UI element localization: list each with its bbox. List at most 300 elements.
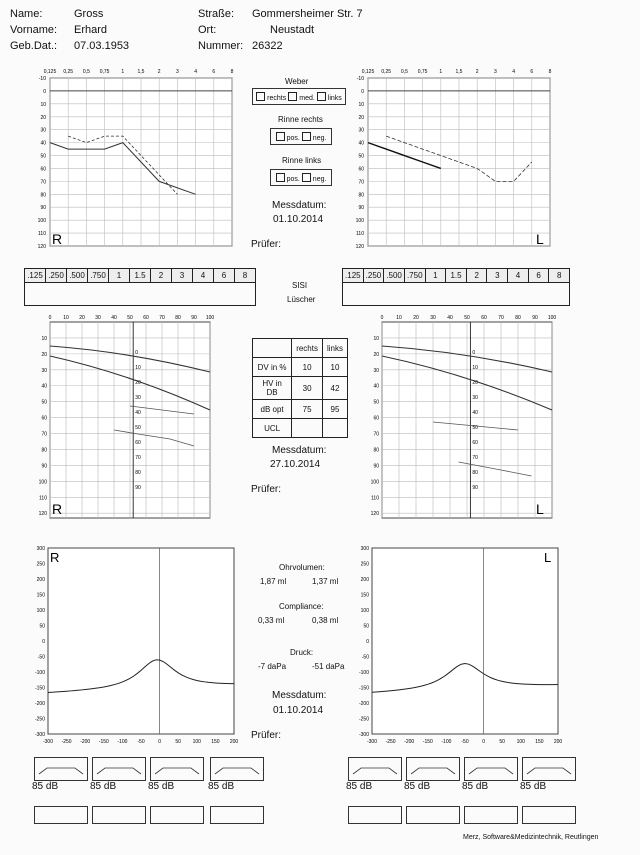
speech-x-tick: 80 [175, 315, 181, 321]
freq-tick-label: 8 [548, 69, 552, 75]
strasse-value: Gommersheimer Str. 7 [252, 8, 363, 20]
tymp-y-tick: 0 [366, 639, 369, 645]
speech-x-tick: 20 [413, 315, 419, 321]
db-tick-label: 20 [40, 114, 46, 121]
tymp-x-tick: -300 [42, 739, 54, 745]
sisi-label: SISI [292, 281, 308, 290]
tymp-messdatum-value: 01.10.2014 [273, 705, 324, 716]
freq-tick-label: 0,5 [82, 69, 90, 75]
reflex-db-label: 85 dB [462, 781, 489, 792]
reflex-graph-box [406, 757, 460, 781]
freq-tick-label: 2 [475, 69, 479, 75]
strip-freq-label: 4 [508, 269, 529, 282]
speech-x-tick: 90 [532, 315, 538, 321]
tymp-y-tick: 50 [39, 623, 45, 630]
speech-x-tick: 70 [498, 315, 504, 321]
name-label: Name: [10, 8, 43, 20]
reflex-blank-box [522, 806, 576, 824]
freq-tick-label: 4 [194, 69, 197, 75]
speech-pruefer-label: Prüfer: [251, 484, 282, 495]
audio-messdatum-value: 01.10.2014 [273, 214, 324, 225]
reflex-db-label: 85 dB [346, 781, 373, 792]
sisi-strip-right [24, 268, 256, 306]
speech-x-tick: 50 [127, 315, 133, 321]
tymp-x-tick: -100 [117, 739, 128, 745]
tymp-y-tick: 200 [360, 577, 369, 583]
speech-x-tick: 90 [191, 315, 197, 321]
reflex-blank-box [210, 806, 264, 824]
speech-y-tick: 110 [39, 495, 47, 502]
weber-med-option[interactable]: med. [288, 92, 315, 102]
ear-side-label: L [536, 501, 544, 517]
db-tick-label: 110 [356, 231, 364, 238]
reflex-curve [93, 758, 145, 780]
speech-y-tick: 20 [373, 351, 379, 358]
tymp-x-tick: -150 [422, 739, 433, 745]
table-row [253, 358, 348, 377]
table-cell: 75 [292, 400, 323, 419]
speech-x-tick: 60 [143, 315, 149, 321]
db-tick-label: 90 [358, 205, 364, 212]
speech-x-tick: 50 [464, 315, 470, 321]
speech-x-tick: 70 [159, 315, 165, 321]
tymp-x-tick: 0 [482, 739, 485, 745]
db-tick-label: 100 [37, 218, 46, 225]
speech-y-tick: 90 [41, 463, 47, 470]
strip-freq-label: 3 [172, 269, 193, 282]
reflex-curve [151, 758, 203, 780]
speech-y-tick: 50 [41, 399, 47, 406]
db-tick-label: 30 [358, 127, 364, 134]
speech-x-tick: 80 [515, 315, 521, 321]
speech-y-tick: 70 [41, 431, 47, 438]
speech-inner-label: 10 [472, 365, 478, 371]
strip-freq-label: 1.5 [446, 269, 467, 282]
speech-audiogram-left [362, 312, 558, 524]
reflex-db-label: 85 dB [520, 781, 547, 792]
freq-tick-label: 6 [212, 69, 216, 75]
strip-freq-label: .125 [343, 269, 364, 282]
strip-freq-label: .750 [405, 269, 426, 282]
speech-y-tick: 80 [41, 447, 47, 454]
tymp-y-tick: -250 [358, 716, 369, 723]
speech-inner-label: 70 [135, 455, 141, 461]
weber-rechts-option[interactable]: rechts [256, 92, 286, 102]
tymp-y-tick: 300 [360, 546, 369, 552]
audiogram-right [30, 62, 248, 252]
table-cell: dB opt [253, 400, 292, 419]
tymp-y-tick: -50 [37, 654, 45, 661]
speech-x-tick: 0 [380, 315, 384, 321]
speech-x-tick: 30 [95, 315, 101, 321]
speech-inner-label: 80 [472, 470, 478, 476]
db-tick-label: 110 [38, 231, 46, 238]
tymp-frame [372, 548, 558, 734]
tymp-x-tick: 150 [535, 739, 544, 745]
speech-inner-label: 30 [135, 395, 141, 401]
db-tick-label: -10 [356, 76, 364, 82]
speech-x-tick: 100 [205, 315, 215, 321]
ohrvolumen-right: 1,87 ml [260, 577, 287, 586]
speech-messdatum-label: Messdatum: [272, 445, 327, 456]
strip-freq-label: 6 [529, 269, 550, 282]
speech-results-table [252, 338, 348, 438]
freq-tick-label: 0,125 [361, 69, 375, 75]
tymp-y-tick: -250 [34, 716, 45, 723]
speech-messdatum-value: 27.10.2014 [270, 459, 321, 470]
tymp-x-tick: 100 [192, 739, 201, 745]
db-tick-label: 90 [40, 205, 46, 212]
compliance-left: 0,38 ml [312, 616, 339, 625]
reflex-curve [465, 758, 517, 780]
speech-inner-label: 50 [135, 425, 141, 431]
freq-tick-label: 1,5 [455, 69, 463, 75]
db-tick-label: 10 [358, 101, 364, 108]
ear-side-label: R [52, 501, 63, 517]
tymp-x-tick: -150 [98, 739, 109, 745]
speech-y-tick: 60 [41, 415, 47, 422]
tymp-x-tick: 200 [229, 739, 239, 745]
gebdat-value: 07.03.1953 [74, 40, 130, 52]
tymp-y-tick: 150 [360, 592, 369, 599]
speech-inner-label: 60 [472, 440, 478, 446]
tymp-y-tick: 50 [363, 623, 369, 630]
vorname-value: Erhard [74, 24, 108, 36]
speech-x-tick: 10 [63, 315, 69, 321]
table-cell: 95 [322, 400, 347, 419]
speech-y-tick: 30 [41, 367, 47, 374]
ear-side-label: R [52, 231, 63, 247]
strip-freq-label: .125 [25, 269, 46, 282]
strip-freq-label: .500 [384, 269, 405, 282]
strip-freq-label: .250 [46, 269, 67, 282]
reflex-graph-box [210, 757, 264, 781]
table-cell: 10 [292, 358, 323, 377]
strip-freq-label: 8 [549, 269, 569, 282]
tymp-x-tick: 150 [211, 739, 220, 745]
speech-inner-label: 90 [472, 485, 478, 491]
table-cell: UCL [253, 419, 292, 438]
speech-y-tick: 60 [373, 415, 379, 422]
speech-inner-label: 90 [135, 485, 141, 491]
ear-side-label: R [50, 550, 60, 565]
db-tick-label: 0 [361, 88, 364, 95]
speech-x-tick: 60 [481, 315, 487, 321]
reflex-graph-box [34, 757, 88, 781]
table-header-cell: rechts [292, 339, 323, 358]
freq-tick-label: 0,5 [400, 69, 408, 75]
db-tick-label: 70 [40, 179, 46, 186]
weber-links-option[interactable]: links [317, 92, 342, 102]
speech-y-tick: 30 [373, 367, 379, 374]
reflex-blank-box [464, 806, 518, 824]
table-row [253, 377, 348, 400]
tymp-y-tick: -150 [358, 685, 369, 692]
tympanogram-right [30, 544, 240, 750]
db-tick-label: 120 [37, 244, 46, 250]
table-cell: 42 [322, 377, 347, 400]
tymp-y-tick: 100 [36, 608, 45, 614]
ort-value: Neustadt [270, 24, 315, 36]
tymp-x-tick: 50 [175, 739, 181, 745]
db-tick-label: 120 [355, 244, 364, 250]
tymp-y-tick: 250 [36, 561, 45, 568]
db-tick-label: 50 [358, 153, 364, 160]
table-row [253, 400, 348, 419]
tymp-x-tick: -300 [366, 739, 378, 745]
db-tick-label: 40 [358, 140, 364, 147]
tymp-x-tick: 100 [516, 739, 525, 745]
speech-y-tick: 110 [371, 495, 379, 502]
speech-x-tick: 40 [111, 315, 117, 321]
druck-right: -7 daPa [258, 662, 287, 671]
speech-x-tick: 40 [447, 315, 453, 321]
reflex-db-label: 85 dB [90, 781, 117, 792]
speech-x-tick: 100 [547, 315, 557, 321]
tymp-y-tick: 300 [36, 546, 45, 552]
strip-freq-label: 3 [487, 269, 508, 282]
audio-pruefer-label: Prüfer: [251, 239, 282, 250]
luescher-label: Lüscher [287, 295, 316, 304]
nummer-value: 26322 [252, 40, 283, 52]
reflex-db-label: 85 dB [148, 781, 175, 792]
freq-tick-label: 0,25 [63, 69, 74, 75]
tymp-x-tick: 50 [499, 739, 505, 745]
rinne-links-pos[interactable]: pos. [276, 173, 300, 183]
speech-audiogram-right [30, 312, 216, 524]
db-tick-label: 20 [358, 114, 364, 121]
rinne-links-neg[interactable]: neg. [302, 173, 327, 183]
speech-inner-label: 40 [135, 410, 141, 416]
speech-y-tick: 120 [370, 511, 379, 518]
table-cell: 30 [292, 377, 323, 400]
freq-tick-label: 1,5 [137, 69, 145, 75]
tymp-y-tick: 250 [360, 561, 369, 568]
speech-inner-label: 80 [135, 470, 141, 476]
speech-inner-label: 40 [472, 410, 478, 416]
gebdat-label: Geb.Dat.: [10, 40, 58, 52]
tymp-y-tick: -300 [34, 732, 45, 738]
freq-tick-label: 0,75 [417, 69, 428, 75]
db-tick-label: 80 [358, 192, 364, 199]
strip-freq-label: .250 [364, 269, 385, 282]
table-cell: DV in % [253, 358, 292, 377]
tymp-x-tick: -50 [461, 739, 469, 745]
sisi-strip-left [342, 268, 570, 306]
speech-inner-label: 0 [135, 350, 138, 356]
strip-freq-label: 1 [109, 269, 130, 282]
weber-title: Weber [285, 77, 309, 86]
tymp-x-tick: 0 [158, 739, 161, 745]
speech-x-tick: 30 [430, 315, 436, 321]
db-tick-label: 30 [40, 127, 46, 134]
rinne-rechts-pos[interactable]: pos. [276, 132, 300, 142]
tymp-x-tick: -200 [80, 739, 91, 745]
ohrvolumen-label: Ohrvolumen: [279, 563, 325, 572]
strip-freq-label: .750 [88, 269, 109, 282]
db-tick-label: 50 [40, 153, 46, 160]
druck-left: -51 daPa [312, 662, 345, 671]
table-cell: HV in DB [253, 377, 292, 400]
db-tick-label: 70 [358, 179, 364, 186]
strasse-label: Straße: [198, 8, 235, 20]
speech-inner-label: 50 [472, 425, 478, 431]
compliance-right: 0,33 ml [258, 616, 285, 625]
reflex-graph-box [150, 757, 204, 781]
reflex-db-label: 85 dB [32, 781, 59, 792]
reflex-blank-box [92, 806, 146, 824]
tymp-y-tick: -150 [34, 685, 45, 692]
reflex-curve [523, 758, 575, 780]
speech-y-tick: 80 [373, 447, 379, 454]
reflex-graph-box [464, 757, 518, 781]
speech-inner-label: 10 [135, 365, 141, 371]
strip-freq-label: 6 [214, 269, 235, 282]
reflex-curve [211, 758, 263, 780]
tymp-x-tick: -200 [404, 739, 415, 745]
table-cell [322, 419, 347, 438]
freq-tick-label: 1 [439, 69, 443, 75]
tympanogram-left [354, 544, 564, 750]
speech-y-tick: 120 [38, 511, 47, 518]
tymp-y-tick: 0 [42, 639, 45, 645]
table-row [253, 419, 348, 438]
tymp-y-tick: 150 [36, 592, 45, 599]
tymp-y-tick: -100 [34, 670, 45, 676]
tymp-pruefer-label: Prüfer: [251, 730, 282, 741]
reflex-curve [35, 758, 87, 780]
freq-tick-label: 6 [530, 69, 534, 75]
reflex-blank-box [348, 806, 402, 824]
freq-tick-label: 4 [512, 69, 515, 75]
rinne-rechts-neg[interactable]: neg. [302, 132, 327, 142]
db-tick-label: 40 [40, 140, 46, 147]
ear-side-label: L [536, 231, 544, 247]
weber-box [252, 88, 346, 105]
speech-y-tick: 40 [41, 383, 47, 390]
nummer-label: Nummer: [198, 40, 244, 52]
freq-tick-label: 2 [157, 69, 161, 75]
table-cell [292, 419, 323, 438]
tymp-frame [48, 548, 234, 734]
audio-messdatum-label: Messdatum: [272, 200, 327, 211]
db-tick-label: -10 [38, 76, 46, 82]
speech-x-tick: 20 [79, 315, 85, 321]
ear-side-label: L [544, 550, 552, 565]
speech-y-tick: 50 [373, 399, 379, 406]
speech-inner-label: 0 [472, 350, 476, 356]
ohrvolumen-left: 1,37 ml [312, 577, 339, 586]
freq-tick-label: 8 [230, 69, 234, 75]
freq-tick-label: 0,25 [381, 69, 392, 75]
freq-tick-label: 3 [494, 69, 497, 75]
table-header-cell [253, 339, 292, 358]
tymp-y-tick: -50 [361, 654, 369, 661]
table-cell: 10 [322, 358, 347, 377]
speech-x-tick: 0 [48, 315, 52, 321]
speech-y-tick: 100 [370, 479, 379, 486]
db-tick-label: 100 [355, 218, 364, 225]
speech-y-tick: 10 [373, 335, 379, 342]
reflex-curve [407, 758, 459, 780]
strip-freq-label: 2 [151, 269, 172, 282]
speech-inner-label: 70 [472, 455, 478, 461]
reflex-graph-box [348, 757, 402, 781]
rinne-links-title: Rinne links [282, 156, 322, 165]
table-header-cell: links [322, 339, 347, 358]
audiogram-left [348, 62, 566, 252]
reflex-blank-box [406, 806, 460, 824]
reflex-blank-box [150, 806, 204, 824]
tymp-x-tick: 200 [553, 739, 563, 745]
reflex-graph-box [522, 757, 576, 781]
freq-tick-label: 0,125 [43, 69, 57, 75]
db-tick-label: 10 [40, 101, 46, 108]
db-tick-label: 60 [40, 166, 46, 173]
speech-x-tick: 10 [396, 315, 402, 321]
freq-tick-label: 3 [176, 69, 179, 75]
tymp-y-tick: -100 [358, 670, 369, 676]
speech-y-tick: 90 [373, 463, 379, 470]
speech-y-tick: 70 [373, 431, 379, 438]
tymp-y-tick: -200 [34, 701, 45, 707]
ort-label: Ort: [198, 24, 217, 36]
reflex-curve [349, 758, 401, 780]
tymp-y-tick: 100 [360, 608, 369, 614]
strip-freq-label: 1.5 [130, 269, 151, 282]
reflex-db-label: 85 dB [404, 781, 431, 792]
speech-y-tick: 10 [41, 335, 47, 342]
db-tick-label: 60 [358, 166, 364, 173]
tymp-x-tick: -250 [385, 739, 396, 745]
tymp-x-tick: -50 [137, 739, 145, 745]
compliance-label: Compliance: [279, 602, 324, 611]
tymp-x-tick: -100 [441, 739, 452, 745]
tymp-x-tick: -250 [61, 739, 72, 745]
name-value: Gross [74, 8, 104, 20]
freq-tick-label: 0,75 [99, 69, 110, 75]
reflex-db-label: 85 dB [208, 781, 235, 792]
footer-text: Merz, Software&Medizintechnik, Reutlingen [463, 834, 599, 841]
rinne-rechts-title: Rinne rechts [278, 115, 323, 124]
tymp-y-tick: 200 [36, 577, 45, 583]
db-tick-label: 80 [40, 192, 46, 199]
speech-y-tick: 100 [38, 479, 47, 486]
druck-label: Druck: [290, 648, 314, 657]
speech-y-tick: 20 [41, 351, 47, 358]
reflex-graph-box [92, 757, 146, 781]
rinne-links-box [270, 169, 332, 186]
tymp-messdatum-label: Messdatum: [272, 690, 327, 701]
strip-freq-label: 8 [235, 269, 255, 282]
speech-inner-label: 30 [472, 395, 478, 401]
tymp-y-tick: -300 [358, 732, 369, 738]
strip-freq-label: 4 [193, 269, 214, 282]
speech-inner-label: 60 [135, 440, 141, 446]
vorname-label: Vorname: [10, 24, 58, 36]
speech-inner-label: 20 [135, 380, 141, 386]
speech-inner-label: 20 [472, 380, 478, 386]
speech-y-tick: 40 [373, 383, 379, 390]
reflex-blank-box [34, 806, 88, 824]
strip-freq-label: 1 [426, 269, 447, 282]
rinne-rechts-box [270, 128, 332, 145]
strip-freq-label: 2 [467, 269, 488, 282]
tymp-y-tick: -200 [358, 701, 369, 707]
strip-freq-label: .500 [67, 269, 88, 282]
db-tick-label: 0 [43, 88, 46, 95]
freq-tick-label: 1 [121, 69, 125, 75]
